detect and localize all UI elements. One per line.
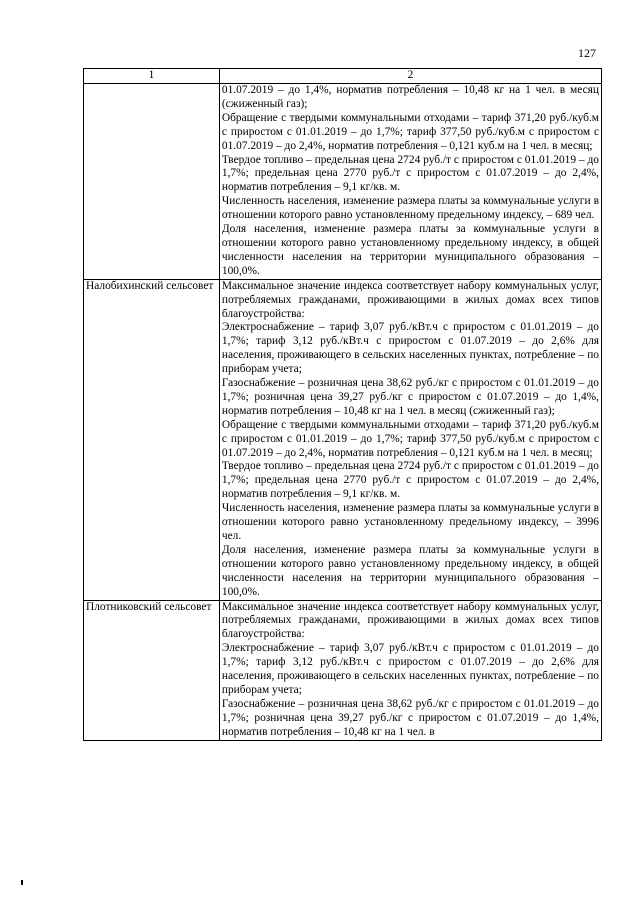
tariff-paragraph: 01.07.2019 – до 1,4%, норматив потребления – 10,48 кг на 1 чел. в месяц (сжиженный газ); <box>221 84 599 110</box>
district-name-cell <box>84 84 220 280</box>
tariff-paragraph: Газоснабжение – розничная цена 38,62 руб./кг с приростом с 01.01.2019 – до 1,7%; розничная цена 39,27 руб./кг с приростом с 01.07.2019 – до 1,4%, норматив потребления – 10,48 кг на 1 чел. в <box>221 697 599 738</box>
district-name-cell: Налобихинский сельсовет <box>84 279 220 600</box>
tariff-paragraph: Обращение с твердыми коммунальными отходами – тариф 371,20 руб./куб.м с приростом с 01.01.2019 – до 1,7%; тариф 377,50 руб./куб.м с приростом с 01.07.2019 – до 2,4%, норматив потребления – 0,121 куб.м на 1 чел. в месяц; <box>221 111 599 152</box>
table-row <box>84 600 602 740</box>
column-header-1: 1 <box>84 69 220 84</box>
tariff-table <box>83 68 602 741</box>
tariff-paragraph: Твердое топливо – предельная цена 2724 руб./т с приростом с 01.01.2019 – до 1,7%; предельная цена 2770 руб./т с приростом с 01.07.2019 – до 2,4%, норматив потребления – 9,1 кг/кв. м. <box>221 153 599 194</box>
tariff-paragraph: Электроснабжение – тариф 3,07 руб./кВт.ч с приростом с 01.01.2019 – до 1,7%; тариф 3,12 руб./кВт.ч с приростом с 01.07.2019 – до 2,6% для населения, проживающего в сельских населенных пунктах, потребление – по приборам учета; <box>221 642 599 696</box>
district-name-cell: Плотниковский сельсовет <box>84 600 220 740</box>
table-row <box>84 84 602 280</box>
scan-mark <box>21 880 23 885</box>
tariff-paragraph: Максимальное значение индекса соответствует набору коммунальных услуг, потребляемых гражданами, проживающими в жилых домах всех типов благоустройства: <box>221 600 599 641</box>
tariff-paragraph: Численность населения, изменение размера платы за коммунальные услуги в отношении которого равно установленному предельному индексу, – 689 чел. <box>221 195 599 222</box>
tariff-paragraph: Численность населения, изменение размера платы за коммунальные услуги в отношении которого равно установленному предельному индексу, – 3996 чел. <box>221 502 599 542</box>
tariff-paragraph: Твердое топливо – предельная цена 2724 руб./т с приростом с 01.01.2019 – до 1,7%; предельная цена 2770 руб./т с приростом с 01.07.2019 – до 2,4%, норматив потребления – 9,1 кг/кв. м. <box>221 460 599 501</box>
column-header-2: 2 <box>219 69 601 84</box>
tariff-paragraph: Электроснабжение – тариф 3,07 руб./кВт.ч с приростом с 01.01.2019 – до 1,7%; тариф 3,12 руб./кВт.ч с приростом с 01.07.2019 – до 2,6% для населения, проживающего в сельских населенных пунктах, потребление – по приборам учета; <box>221 321 599 376</box>
tariff-paragraph: Доля населения, изменение размера платы за коммунальные услуги в отношении которого равно установленному предельному индексу, в общей численности населения на территории муниципального образования – 100,0%. <box>221 223 599 277</box>
tariff-paragraph: Максимальное значение индекса соответствует набору коммунальных услуг, потребляемых гражданами, проживающими в жилых домах всех типов благоустройства: <box>221 279 599 320</box>
page-number: 127 <box>578 46 596 60</box>
tariff-paragraph: Обращение с твердыми коммунальными отходами – тариф 371,20 руб./куб.м с приростом с 01.01.2019 – до 1,7%; тариф 377,50 руб./куб.м с приростом с 01.07.2019 – до 2,4%, норматив потребления – 0,121 куб.м на 1 чел. в месяц; <box>221 418 599 459</box>
table-row <box>84 279 602 600</box>
tariff-paragraph: Газоснабжение – розничная цена 38,62 руб./кг с приростом с 01.01.2019 – до 1,7%; розничная цена 39,27 руб./кг с приростом с 01.07.2019 – до 1,4%, норматив потребления – 10,48 кг на 1 чел. в месяц (сжиженный газ); <box>221 377 599 417</box>
tariff-description-cell <box>219 84 601 280</box>
tariff-description-cell <box>219 279 601 600</box>
tariff-paragraph: Доля населения, изменение размера платы за коммунальные услуги в отношении которого равно установленному предельному индексу, в общей численности населения на территории муниципального образования – 100,0%. <box>221 543 599 598</box>
tariff-description-cell <box>219 600 601 740</box>
table-header-row <box>84 69 602 84</box>
